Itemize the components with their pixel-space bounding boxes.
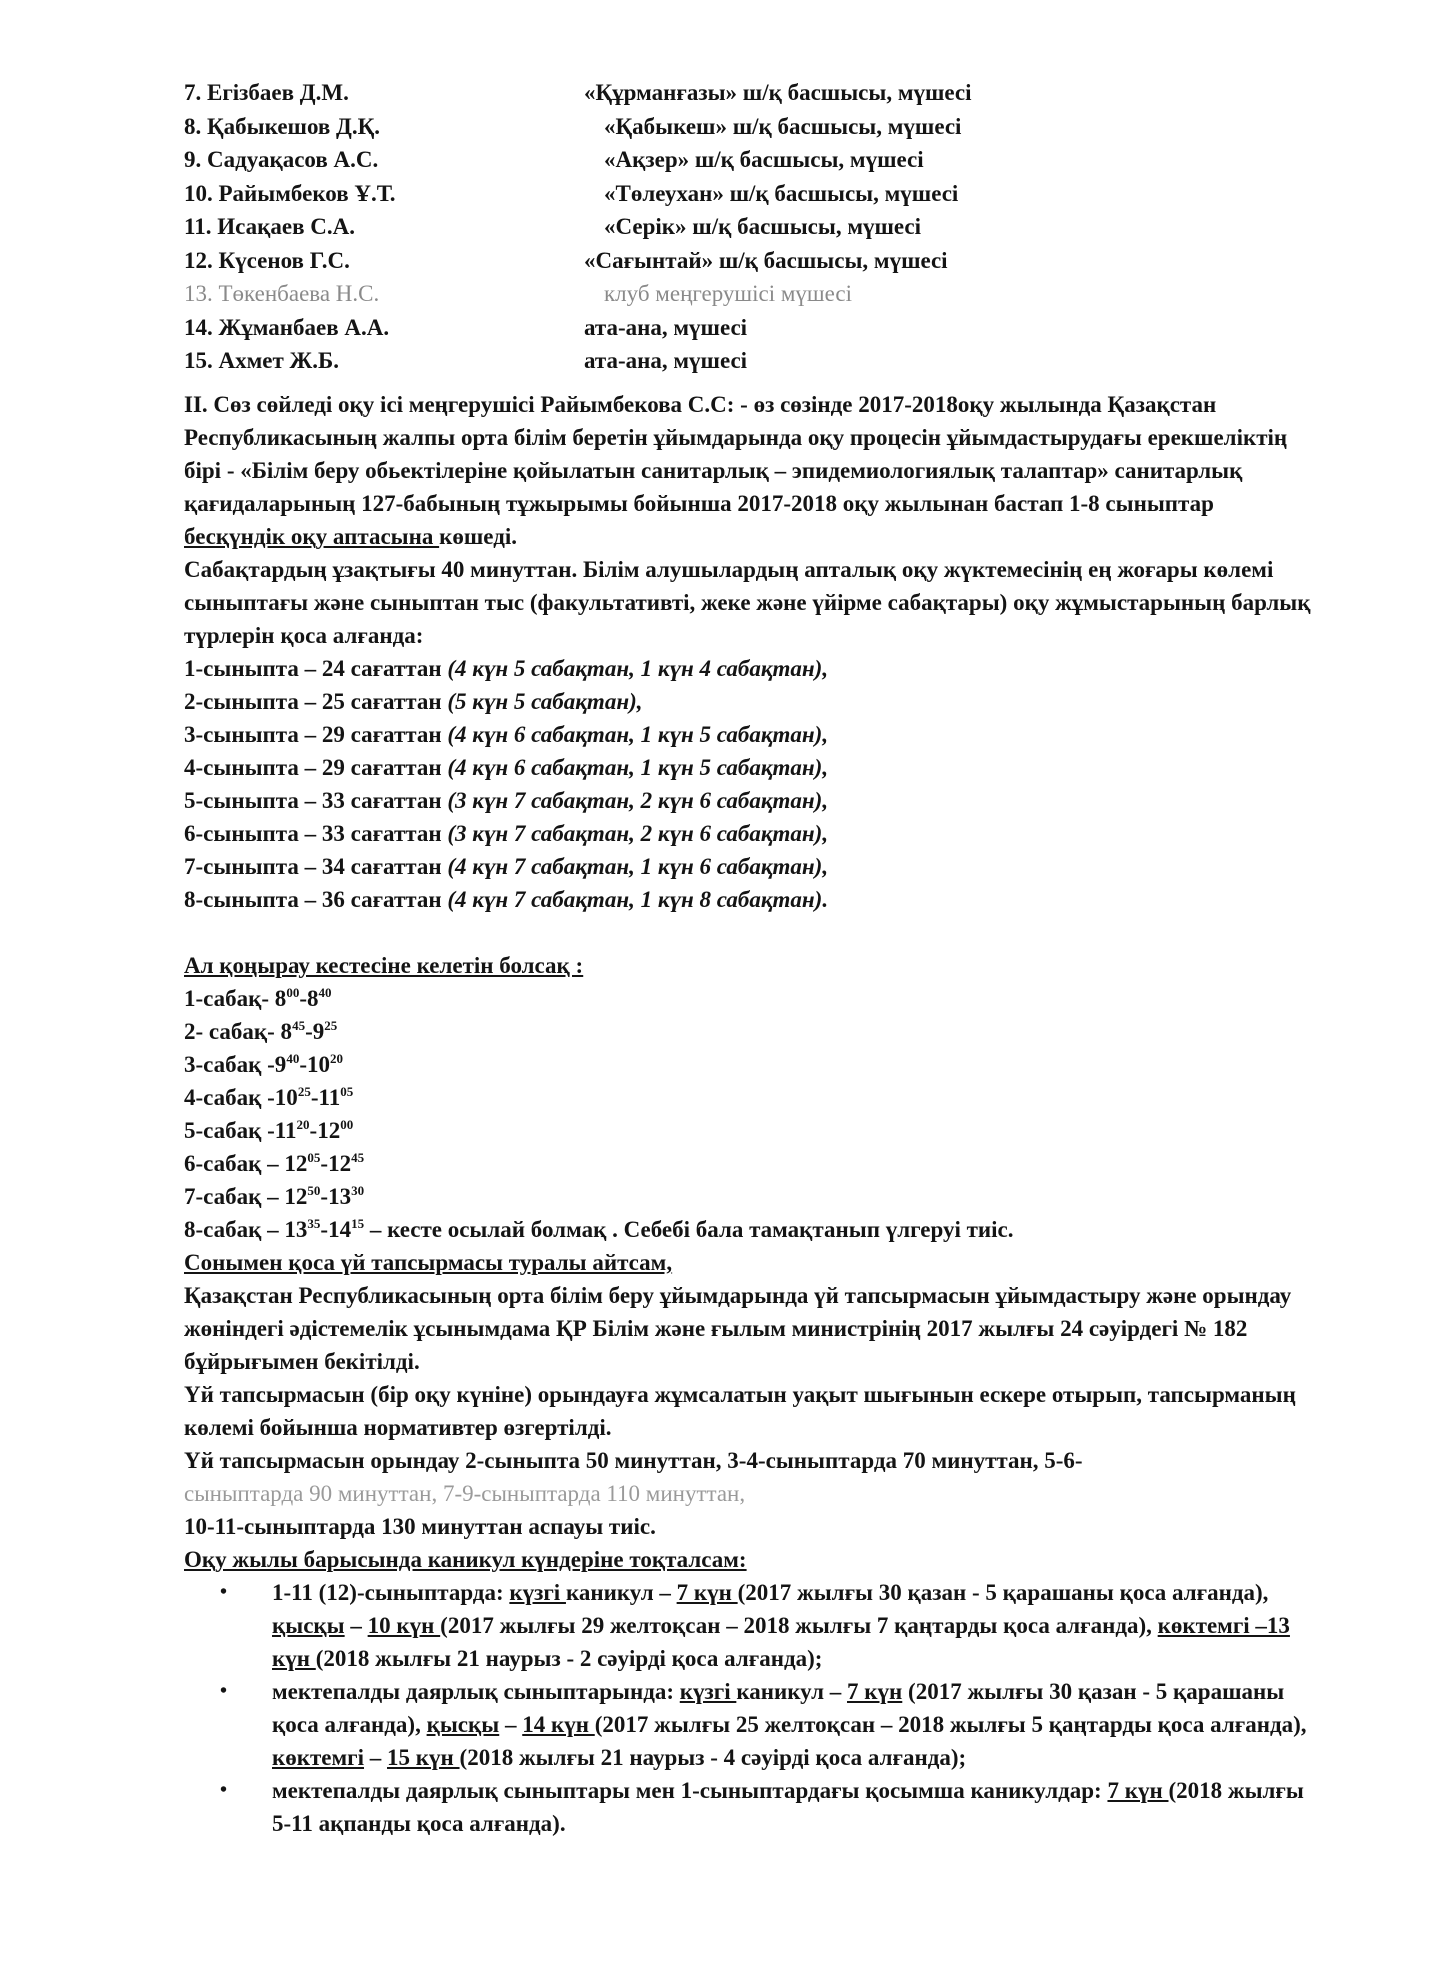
vacations-list bbox=[184, 1576, 1314, 1840]
vacation-underlined: 15 күн bbox=[387, 1745, 460, 1770]
list-item bbox=[184, 1675, 1314, 1774]
homework-limits-line: Үй тапсырмасын орындау 2-сыныпта 50 минуттан, 3-4-сыныптарда 70 минуттан, 5-6- bbox=[184, 1448, 1083, 1473]
vacation-underlined: 7 күн bbox=[847, 1679, 903, 1704]
bell-end-min: 25 bbox=[324, 1018, 338, 1033]
member-row bbox=[184, 344, 1184, 378]
grade-hours: 3-сыныпта – 29 сағаттан bbox=[184, 722, 448, 747]
speech-intro-paragraph bbox=[184, 388, 1314, 553]
vacation-text: мектепалды даярлық сыныптары мен 1-сыныптардағы қосымша каникулдар: bbox=[272, 1778, 1108, 1803]
vacation-text: (2018 жылғы 21 наурыз - 2 сәуірді қоса алғанда); bbox=[315, 1646, 823, 1671]
bullet-icon: • bbox=[220, 1779, 228, 1801]
member-name: 14. Жұманбаев А.А. bbox=[184, 314, 390, 340]
bell-end: -12 bbox=[309, 1118, 341, 1143]
bell-end: -11 bbox=[310, 1085, 341, 1110]
vacation-underlined: күзгі bbox=[509, 1580, 566, 1605]
weekly-load-row bbox=[184, 652, 1314, 685]
grade-hours: 5-сыныпта – 33 сағаттан bbox=[184, 788, 448, 813]
bell-start-min: 25 bbox=[297, 1084, 311, 1099]
member-row bbox=[184, 143, 1184, 177]
bell-row bbox=[184, 1081, 1314, 1114]
member-row bbox=[184, 244, 1184, 278]
member-row bbox=[184, 210, 1184, 244]
bell-start: 5-сабақ -11 bbox=[184, 1118, 297, 1143]
bell-row bbox=[184, 1180, 1314, 1213]
weekly-load-row bbox=[184, 883, 1314, 916]
member-name: 12. Күсенов Г.С. bbox=[184, 247, 350, 273]
bell-row bbox=[184, 982, 1314, 1015]
member-name: 13. Төкенбаева Н.С. bbox=[184, 281, 380, 306]
member-row bbox=[184, 277, 1184, 311]
member-name: 15. Ахмет Ж.Б. bbox=[184, 348, 339, 373]
vacations-heading: Оқу жылы барысында каникул күндеріне тоқталсам: bbox=[184, 1547, 747, 1572]
member-role: «Төлеухан» ш/қ басшысы, мүшесі bbox=[604, 180, 959, 206]
bell-end-min: 15 bbox=[351, 1216, 365, 1231]
bell-schedule-heading: Ал қоңырау кестесіне келетін болсақ : bbox=[184, 953, 584, 978]
member-name: 9. Садуақасов А.С. bbox=[184, 147, 379, 172]
grade-detail: (4 күн 6 сабақтан, 1 күн 5 сабақтан), bbox=[447, 722, 829, 747]
vacation-text: (2017 жылғы 30 қазан - 5 қарашаны қоса алғанда), bbox=[272, 1679, 1285, 1737]
bell-end: -13 bbox=[320, 1184, 352, 1209]
bell-start-min: 40 bbox=[286, 1051, 300, 1066]
vacation-text: (2017 жылғы 30 қазан - 5 қарашаны қоса алғанда), bbox=[737, 1580, 1269, 1605]
vacation-text: каникул – bbox=[565, 1580, 677, 1605]
bell-end: -12 bbox=[320, 1151, 352, 1176]
member-role: «Қабыкеш» ш/қ басшысы, мүшесі bbox=[604, 113, 962, 139]
member-role: ата-ана, мүшесі bbox=[584, 314, 748, 340]
bell-row bbox=[184, 1213, 1314, 1246]
member-name: 8. Қабыкешов Д.Қ. bbox=[184, 113, 381, 139]
member-role: клуб меңгерушісі мүшесі bbox=[604, 281, 853, 306]
vacation-text: 1-11 (12)-сыныптарда: bbox=[272, 1580, 510, 1605]
vacation-underlined: көктемгі –13 күн bbox=[272, 1613, 1290, 1671]
member-row bbox=[184, 76, 1184, 110]
bell-start: 7-сабақ – 12 bbox=[184, 1184, 308, 1209]
bell-start: 6-сабақ – 12 bbox=[184, 1151, 308, 1176]
bullet-icon: • bbox=[220, 1680, 228, 1702]
grade-hours: 7-сыныпта – 34 сағаттан bbox=[184, 854, 448, 879]
bell-start: 8-сабақ – 13 bbox=[184, 1217, 308, 1242]
bell-end-min: 45 bbox=[351, 1150, 365, 1165]
weekly-load-row bbox=[184, 685, 1314, 718]
member-role: ата-ана, мүшесі bbox=[584, 348, 748, 373]
grade-hours: 2-сыныпта – 25 сағаттан bbox=[184, 689, 448, 714]
weekly-load-intro: Сабақтардың ұзақтығы 40 минуттан. Білім алушылардың апталық оқу жүктемесінің ең жоғары көлемі сыныптағы және сыныптан тыс (факультативті, жеке және үйірме сабақтары) оқу жұмыстарының барлық түрлерін қоса алғанда: bbox=[184, 557, 1311, 648]
homework-paragraph: Үй тапсырмасын (бір оқу күніне) орындауға жұмсалатын уақыт шығынын ескере отырып, тапсырманың көлемі бойынша нормативтер өзгертілді. bbox=[184, 1382, 1296, 1440]
weekly-load-list bbox=[184, 652, 1314, 916]
bell-end: -14 bbox=[320, 1217, 352, 1242]
grade-detail: (4 күн 6 сабақтан, 1 күн 5 сабақтан), bbox=[447, 755, 829, 780]
bell-start-min: 35 bbox=[307, 1216, 321, 1231]
member-row bbox=[184, 311, 1184, 345]
grade-hours: 4-сыныпта – 29 сағаттан bbox=[184, 755, 448, 780]
grade-detail: (5 күн 5 сабақтан), bbox=[447, 689, 643, 714]
bell-start-min: 20 bbox=[296, 1117, 310, 1132]
vacation-text: (2017 жылғы 29 желтоқсан – 2018 жылғы 7 қаңтарды қоса алғанда), bbox=[440, 1613, 1158, 1638]
bell-row bbox=[184, 1114, 1314, 1147]
bell-start: 4-сабақ -10 bbox=[184, 1085, 298, 1110]
vacation-underlined: 7 күн bbox=[676, 1580, 738, 1605]
member-row bbox=[184, 110, 1184, 144]
speech-intro-end: көшеді. bbox=[439, 524, 517, 549]
grade-detail: (3 күн 7 сабақтан, 2 күн 6 сабақтан), bbox=[447, 788, 829, 813]
vacation-text: мектепалды даярлық сыныптарында: bbox=[272, 1679, 680, 1704]
bell-note: – кесте осылай болмақ . Себебі бала тамақтанып үлгеруі тиіс. bbox=[364, 1217, 1014, 1242]
bullet-icon: • bbox=[220, 1581, 228, 1603]
minutes-body bbox=[184, 388, 1314, 1840]
bell-end-min: 20 bbox=[329, 1051, 343, 1066]
weekly-load-row bbox=[184, 751, 1314, 784]
homework-limits-line: 10-11-сыныптарда 130 минуттан аспауы тиіс. bbox=[184, 1514, 656, 1539]
weekly-load-row bbox=[184, 718, 1314, 751]
council-members-list bbox=[184, 76, 1184, 378]
bell-end-min: 40 bbox=[318, 985, 332, 1000]
bell-start-min: 05 bbox=[307, 1150, 321, 1165]
member-role: «Құрманғазы» ш/қ басшысы, мүшесі bbox=[584, 80, 972, 105]
vacation-underlined: 7 күн bbox=[1107, 1778, 1169, 1803]
member-role: «Сағынтай» ш/қ басшысы, мүшесі bbox=[584, 247, 948, 273]
member-name: 10. Райымбеков Ұ.Т. bbox=[184, 180, 396, 206]
grade-detail: (4 күн 7 сабақтан, 1 күн 8 сабақтан). bbox=[447, 887, 829, 912]
vacation-text: – bbox=[364, 1745, 388, 1770]
member-name: 7. Егізбаев Д.М. bbox=[184, 80, 349, 105]
vacation-underlined: қысқы bbox=[272, 1613, 345, 1638]
list-item bbox=[184, 1576, 1314, 1675]
bell-start: 3-сабақ -9 bbox=[184, 1052, 287, 1077]
homework-section bbox=[184, 1246, 1314, 1543]
vacation-text: каникул – bbox=[736, 1679, 848, 1704]
homework-paragraph: Қазақстан Республикасының орта білім беру ұйымдарында үй тапсырмасын ұйымдастыру және орындау жөніндегі әдістемелік ұсынымдама ҚР Білім және ғылым министрінің 2017 жылғы 24 сәуірдегі № 182 бұйрығымен бекітілді. bbox=[184, 1283, 1292, 1374]
vacation-underlined: көктемгі bbox=[272, 1745, 365, 1770]
grade-hours: 8-сыныпта – 36 сағаттан bbox=[184, 887, 448, 912]
bell-start: 1-сабақ- 8 bbox=[184, 986, 287, 1011]
member-role: «Серік» ш/қ басшысы, мүшесі bbox=[604, 214, 922, 239]
vacation-underlined: қысқы bbox=[426, 1712, 500, 1737]
vacation-text: (2018 жылғы 5-11 ақпанды қоса алғанда). bbox=[272, 1778, 1304, 1836]
bell-end-min: 05 bbox=[340, 1084, 354, 1099]
vacations-section bbox=[184, 1543, 1314, 1840]
member-name: 11. Исақаев С.А. bbox=[184, 214, 355, 239]
bell-row bbox=[184, 1015, 1314, 1048]
bell-schedule bbox=[184, 949, 1314, 1246]
bell-start: 2- сабақ- 8 bbox=[184, 1019, 293, 1044]
member-role: «Ақзер» ш/қ басшысы, мүшесі bbox=[604, 147, 924, 172]
speech-intro-text: ІІ. Сөз сөйледі оқу ісі меңгерушісі Райымбекова С.С: - өз сөзінде 2017-2018оқу жылында Қазақстан Республикасының жалпы орта білім беретін ұйымдарында оқу процесін ұйымдастырудағы ерекшеліктің бірі - «Білім беру обьектілеріне қойылатын санитарлық – эпидемиологиялық талаптар» санитарлық қағидаларының 127-бабының тұжырымы бойынша 2017-2018 оқу жылынан бастап 1-8 сыныптар bbox=[184, 392, 1288, 516]
grade-detail: (3 күн 7 сабақтан, 2 күн 6 сабақтан), bbox=[447, 821, 829, 846]
bell-start-min: 50 bbox=[307, 1183, 321, 1198]
vacation-text: (2017 жылғы 25 желтоқсан – 2018 жылғы 5 қаңтарды қоса алғанда), bbox=[594, 1712, 1307, 1737]
bell-row bbox=[184, 1048, 1314, 1081]
bell-end: -8 bbox=[299, 986, 319, 1011]
bell-start-min: 45 bbox=[292, 1018, 306, 1033]
weekly-load-row bbox=[184, 784, 1314, 817]
vacation-text: – bbox=[344, 1613, 368, 1638]
grade-hours: 1-сыныпта – 24 сағаттан bbox=[184, 656, 448, 681]
list-item bbox=[184, 1774, 1314, 1840]
bell-end: -10 bbox=[299, 1052, 330, 1077]
bell-end-min: 00 bbox=[340, 1117, 354, 1132]
vacation-text: (2018 жылғы 21 наурыз - 4 сәуірді қоса алғанда); bbox=[459, 1745, 967, 1770]
vacation-underlined: 14 күн bbox=[522, 1712, 595, 1737]
bell-row bbox=[184, 1147, 1314, 1180]
bell-start-min: 00 bbox=[286, 985, 300, 1000]
grade-detail: (4 күн 7 сабақтан, 1 күн 6 сабақтан), bbox=[447, 854, 829, 879]
homework-heading: Сонымен қоса үй тапсырмасы туралы айтсам, bbox=[184, 1250, 673, 1275]
weekly-load-row bbox=[184, 850, 1314, 883]
vacation-underlined: 10 күн bbox=[367, 1613, 441, 1638]
member-row bbox=[184, 177, 1184, 211]
homework-limits-line: сыныптарда 90 минуттан, 7-9-сыныптарда 110 минуттан, bbox=[184, 1481, 746, 1506]
vacation-underlined: күзгі bbox=[679, 1679, 737, 1704]
bell-end: -9 bbox=[305, 1019, 325, 1044]
weekly-load-row bbox=[184, 817, 1314, 850]
bell-end-min: 30 bbox=[351, 1183, 365, 1198]
grade-detail: (4 күн 5 сабақтан, 1 күн 4 сабақтан), bbox=[447, 656, 829, 681]
grade-hours: 6-сыныпта – 33 сағаттан bbox=[184, 821, 448, 846]
vacation-text: – bbox=[499, 1712, 523, 1737]
five-day-week-underlined: бесқүндік оқу аптасына bbox=[184, 524, 440, 549]
